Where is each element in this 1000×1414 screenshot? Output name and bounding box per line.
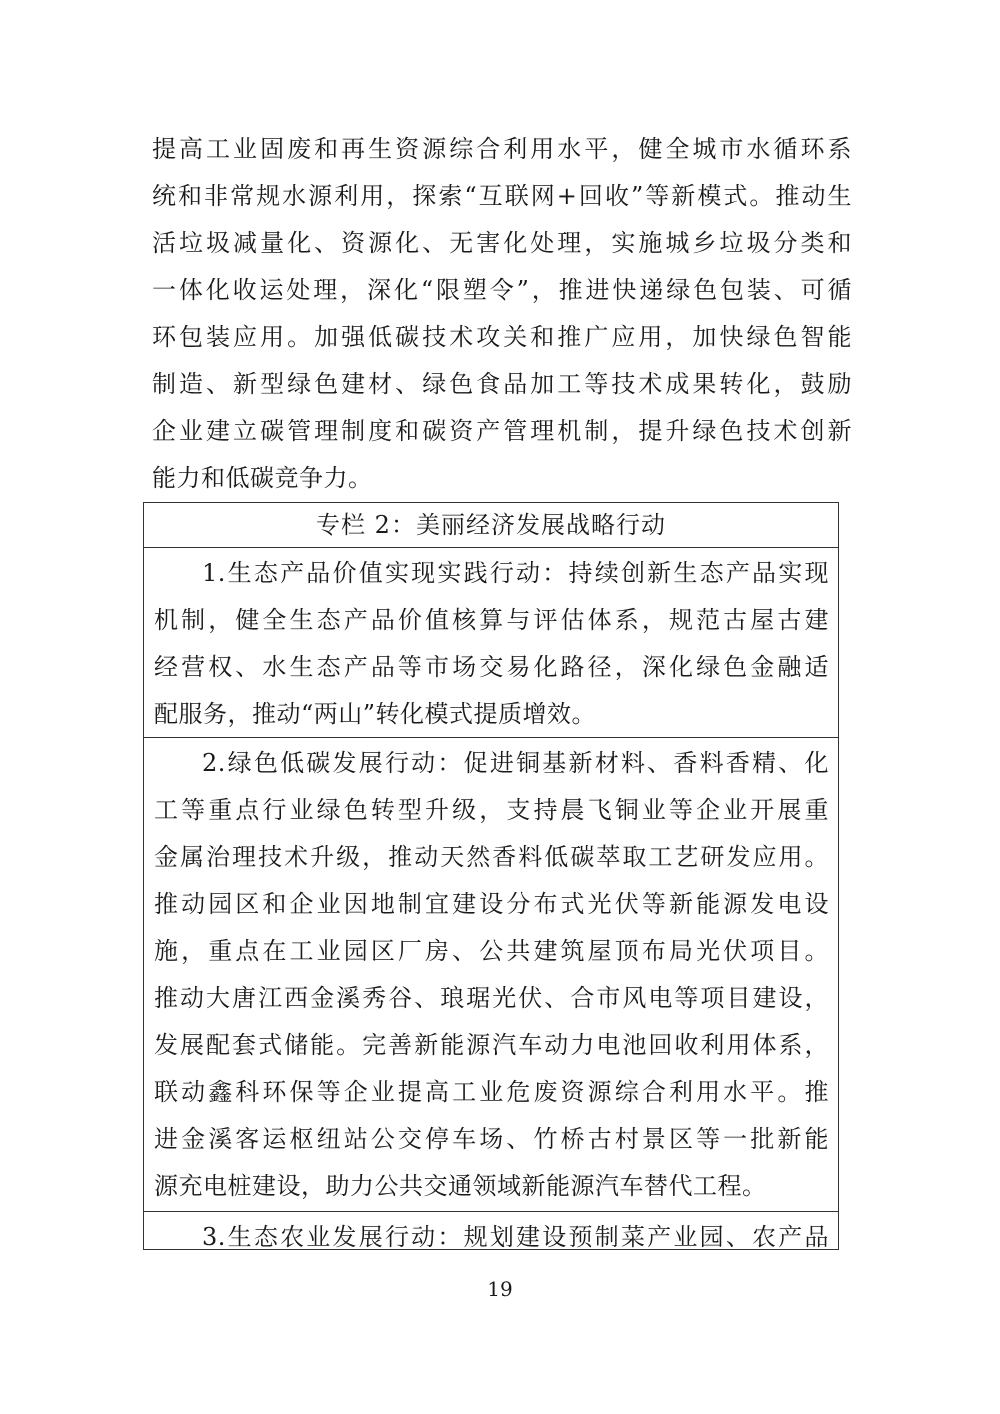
paragraph-line: 环包装应用。加强低碳技术攻关和推广应用，加快绿色智能 <box>152 323 852 351</box>
box-section-green-low-carbon <box>144 738 838 1212</box>
paragraph-line: 制造、新型绿色建材、绿色食品加工等技术成果转化，鼓励 <box>152 370 852 398</box>
section-line: 3.生态农业发展行动：规划建设预制菜产业园、农产品 <box>202 1223 829 1248</box>
feature-box-title: 专栏 2：美丽经济发展战略行动 <box>144 503 838 548</box>
section-line: 联动鑫科环保等企业提高工业危废资源综合利用水平。推 <box>154 1078 829 1106</box>
section-line: 工等重点行业绿色转型升级，支持晨飞铜业等企业开展重 <box>154 796 829 824</box>
page-number: 19 <box>487 1277 513 1301</box>
paragraph-line: 活垃圾减量化、资源化、无害化处理，实施城乡垃圾分类和 <box>152 229 852 257</box>
section-line: 经营权、水生态产品等市场交易化路径，深化绿色金融适 <box>154 653 829 681</box>
feature-box <box>143 502 839 1250</box>
body-paragraph <box>152 126 852 502</box>
section-line: 源充电桩建设，助力公共交通领域新能源汽车替代工程。 <box>154 1172 767 1200</box>
section-line: 推动大唐江西金溪秀谷、琅琚光伏、合市风电等项目建设， <box>154 984 829 1012</box>
paragraph-line: 企业建立碳管理制度和碳资产管理机制，提升绿色技术创新 <box>152 417 852 445</box>
section-line: 发展配套式储能。完善新能源汽车动力电池回收利用体系， <box>154 1031 829 1059</box>
section-line: 配服务，推动“两山”转化模式提质增效。 <box>154 700 597 728</box>
section-line: 机制，健全生态产品价值核算与评估体系，规范古屋古建 <box>154 606 829 634</box>
paragraph-line: 能力和低碳竞争力。 <box>152 464 373 492</box>
paragraph-line: 统和非常规水源利用，探索“互联网+回收”等新模式。推动生 <box>152 182 852 210</box>
box-section-ecological-agriculture <box>144 1212 838 1248</box>
section-line: 推动园区和企业因地制宜建设分布式光伏等新能源发电设 <box>154 890 829 918</box>
paragraph-line: 一体化收运处理，深化“限塑令”，推进快递绿色包装、可循 <box>152 276 852 304</box>
section-line: 施，重点在工业园区厂房、公共建筑屋顶布局光伏项目。 <box>154 937 829 965</box>
section-line: 进金溪客运枢纽站公交停车场、竹桥古村景区等一批新能 <box>154 1125 829 1153</box>
section-line: 2.绿色低碳发展行动：促进铜基新材料、香料香精、化 <box>202 749 829 777</box>
paragraph-line: 提高工业固废和再生资源综合利用水平，健全城市水循环系 <box>152 135 852 163</box>
section-line: 金属治理技术升级，推动天然香料低碳萃取工艺研发应用。 <box>154 843 829 871</box>
section-line: 1.生态产品价值实现实践行动：持续创新生态产品实现 <box>202 559 829 587</box>
box-section-ecological-product-value <box>144 548 838 738</box>
